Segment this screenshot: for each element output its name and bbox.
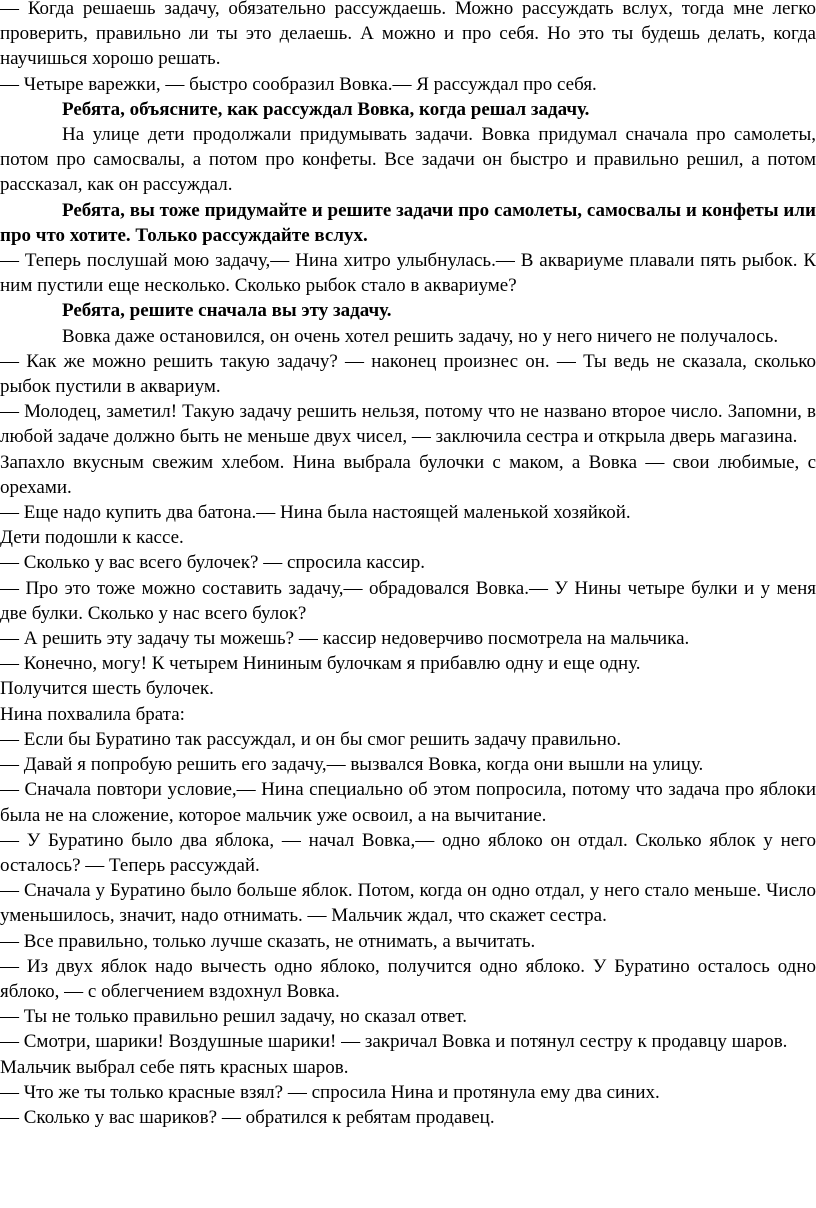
paragraph: — Из двух яблок надо вычесть одно яблоко, получится одно яблоко. У Буратино осталось одно яблоко, — с облегчением вздохнул Вовка. [0, 955, 816, 1002]
paragraph: — Про это тоже можно составить задачу,— обрадовался Вовка.— У Нины четыре булки и у меня две булки. Сколько у нас всего булок? [0, 577, 816, 624]
paragraph: — Молодец, заметил! Такую задачу решить нельзя, потому что не названо второе число. Запомни, в любой задаче должно быть не меньше двух чисел, — заключила сестра и открыла дверь магазина. [0, 401, 816, 448]
paragraph: Нина похвалила брата: [0, 703, 185, 725]
paragraph: Мальчик выбрал себе пять красных шаров. [0, 1056, 349, 1078]
paragraph: — Сколько у вас всего булочек? — спросила кассир. [0, 552, 425, 574]
paragraph: Получится шесть булочек. [0, 678, 214, 700]
paragraph: — Когда решаешь задачу, обязательно рассуждаешь. Можно рассуждать вслух, тогда мне легко проверить, правильно ли ты это делаешь. А можно и про себя. Но это ты будешь делать, когда научишься хорошо решать. [0, 0, 816, 70]
paragraph: — Смотри, шарики! Воздушные шарики! — закричал Вовка и потянул сестру к продавцу шаров. [0, 1031, 788, 1053]
task-heading: Ребята, решите сначала вы эту задачу. [62, 300, 392, 322]
paragraph: — Теперь послушай мою задачу,— Нина хитро улыбнулась.— В аквариуме плавали пять рыбок. К ним пустили еще несколько. Сколько рыбок стало в аквариуме? [0, 250, 816, 297]
paragraph: — Сначала у Буратино было больше яблок. Потом, когда он одно отдал, у него стало меньше. Число уменьшилось, значит, надо отнимать. — Мальчик ждал, что скажет сестра. [0, 880, 816, 927]
paragraph: — Конечно, могу! К четырем Нининым булочкам я прибавлю одну и еще одну. [0, 653, 641, 675]
paragraph: — Ты не только правильно решил задачу, но сказал ответ. [0, 1006, 467, 1028]
paragraph: — Все правильно, только лучше сказать, не отнимать, а вычитать. [0, 930, 536, 952]
paragraph: На улице дети продолжали придумывать задачи. Вовка придумал сначала про самолеты, потом про самосвалы, а потом про конфеты. Все задачи он быстро и правильно решил, а потом рассказал, как он рассуждал. [0, 124, 816, 196]
paragraph: — Четыре варежки, — быстро сообразил Вовка.— Я рассуждал про себя. [0, 73, 597, 95]
paragraph: — А решить эту задачу ты можешь? — кассир недоверчиво посмотрела на мальчика. [0, 628, 690, 650]
paragraph: — Как же можно решить такую задачу? — наконец произнес он. — Ты ведь не сказала, сколько рыбок пустили в аквариум. [0, 350, 816, 398]
paragraph: — Давай я попробую решить его задачу,— вызвался Вовка, когда они вышли на улицу. [0, 754, 704, 776]
task-heading: Ребята, вы тоже придумайте и решите задачи про самолеты, самосвалы и конфеты или про что хотите. Только рассуждайте вслух. [0, 199, 816, 246]
paragraph: — Сначала повтори условие,— Нина специально об этом попросила, потому что задача про яблоки была не на сложение, которое мальчик уже освоил, а на вычитание. [0, 779, 816, 826]
paragraph: — Сколько у вас шариков? — обратился к ребятам продавец. [0, 1106, 495, 1128]
paragraph: — Еще надо купить два батона.— Нина была настоящей маленькой хозяйкой. [0, 502, 631, 524]
paragraph: Запахло вкусным свежим хлебом. Нина выбрала булочки с маком, а Вовка — свои любимые, с орехами. [0, 451, 816, 498]
paragraph: — Если бы Буратино так рассуждал, и он бы смог решить задачу правильно. [0, 728, 622, 750]
paragraph: — У Буратино было два яблока, — начал Вовка,— одно яблоко он отдал. Сколько яблок у него осталось? — Теперь рассуждай. [0, 829, 816, 876]
paragraph: Вовка даже остановился, он очень хотел решить задачу, но у него ничего не получалось. [62, 325, 779, 347]
paragraph: — Что же ты только красные взял? — спросила Нина и протянула ему два синих. [0, 1081, 660, 1103]
task-heading: Ребята, объясните, как рассуждал Вовка, когда решал задачу. [62, 98, 590, 120]
paragraph: Дети подошли к кассе. [0, 527, 184, 549]
